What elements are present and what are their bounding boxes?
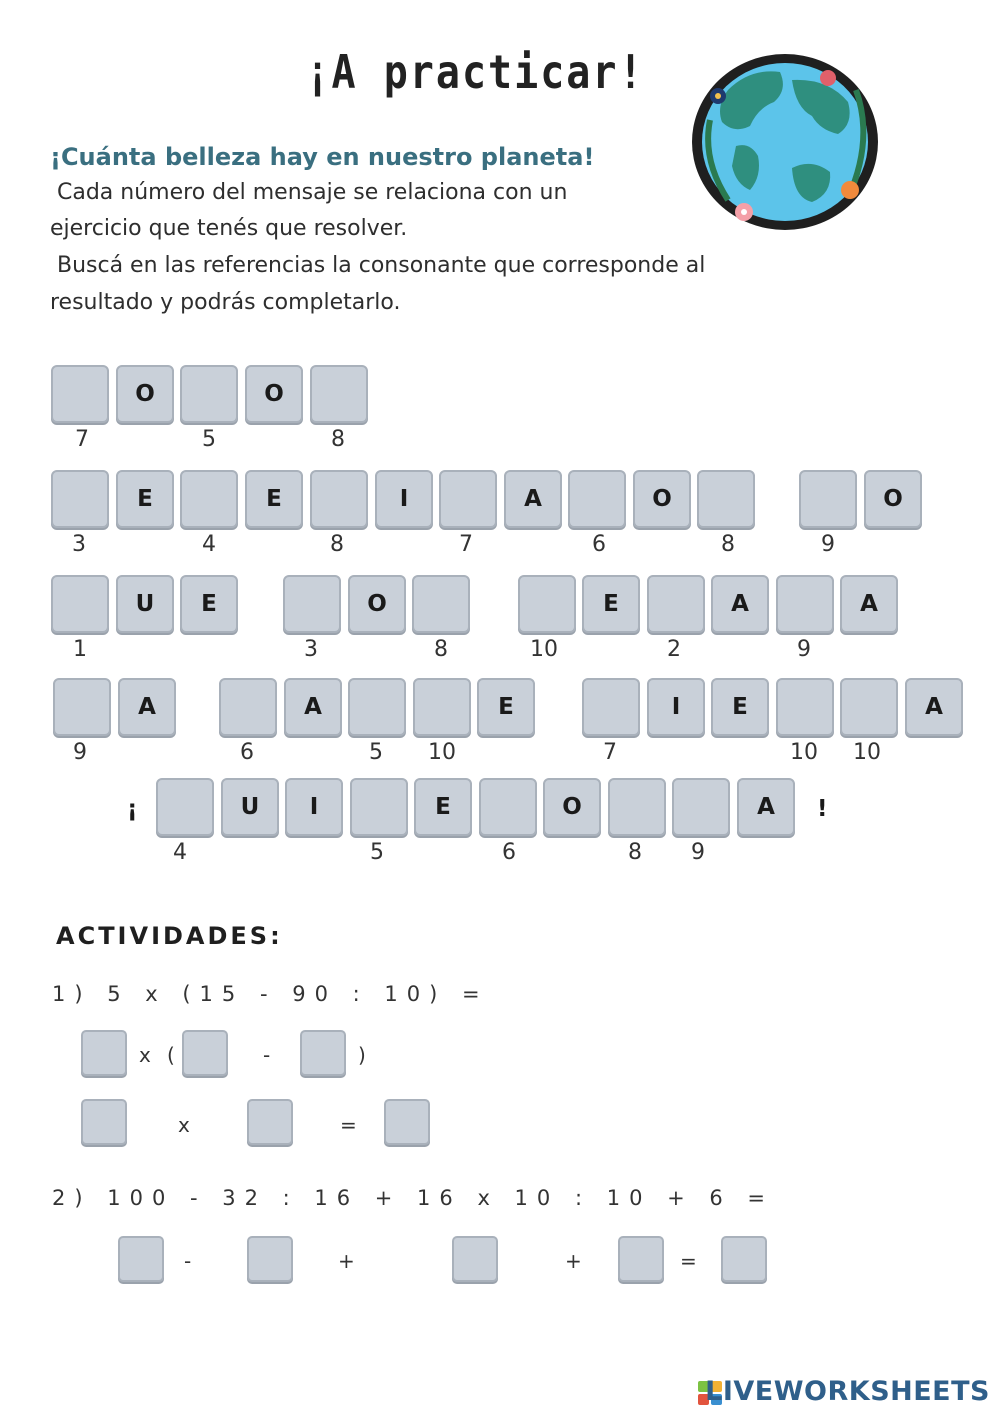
answer-input[interactable]	[118, 1236, 164, 1282]
paren: (	[167, 1043, 175, 1067]
letter-tile: A	[840, 575, 898, 633]
letter-tile[interactable]	[697, 470, 755, 528]
instruction-line-4: resultado y podrás completarlo.	[50, 290, 401, 315]
letter-tile[interactable]	[776, 678, 834, 736]
letter-tile[interactable]	[51, 365, 109, 423]
letter-tile[interactable]	[413, 678, 471, 736]
tile-number: 10	[428, 740, 456, 765]
letter-tile[interactable]	[180, 470, 238, 528]
operator: x	[178, 1113, 190, 1137]
instruction-line-3: Buscá en las referencias la consonante que corresponde al	[50, 253, 706, 278]
letter-tile: A	[284, 678, 342, 736]
letter-tile: E	[477, 678, 535, 736]
letter-tile[interactable]	[672, 778, 730, 836]
letter-tile: E	[582, 575, 640, 633]
paren: )	[358, 1043, 366, 1067]
letter-tile: O	[633, 470, 691, 528]
letter-tile[interactable]	[608, 778, 666, 836]
letter-tile[interactable]	[840, 678, 898, 736]
answer-input[interactable]	[81, 1030, 127, 1076]
letter-tile[interactable]	[568, 470, 626, 528]
answer-input[interactable]	[247, 1099, 293, 1145]
letter-tile: A	[905, 678, 963, 736]
tile-number: 6	[592, 532, 606, 557]
tile-number: 5	[370, 840, 384, 865]
earth-illustration	[688, 50, 882, 234]
instruction-line-1: Cada número del mensaje se relaciona con un	[50, 180, 568, 205]
letter-tile[interactable]	[439, 470, 497, 528]
tile-number: 8	[331, 427, 345, 452]
tile-number: 8	[434, 637, 448, 662]
letter-tile[interactable]	[219, 678, 277, 736]
answer-input[interactable]	[182, 1030, 228, 1076]
tile-number: 8	[628, 840, 642, 865]
tile-number: 3	[304, 637, 318, 662]
letter-tile: E	[180, 575, 238, 633]
tile-number: 3	[72, 532, 86, 557]
letter-tile: E	[414, 778, 472, 836]
answer-input[interactable]	[618, 1236, 664, 1282]
tile-number: 1	[73, 637, 87, 662]
letter-tile[interactable]	[310, 365, 368, 423]
letter-tile[interactable]	[647, 575, 705, 633]
answer-input[interactable]	[247, 1236, 293, 1282]
letter-tile: O	[116, 365, 174, 423]
operator: -	[184, 1249, 192, 1273]
tile-number: 4	[202, 532, 216, 557]
tile-number: 4	[173, 840, 187, 865]
equals-sign: =	[680, 1249, 697, 1273]
letter-tile[interactable]	[350, 778, 408, 836]
letter-tile: A	[504, 470, 562, 528]
operator: -	[263, 1043, 271, 1067]
exercise-1-expression: 1) 5 x (15 - 90 : 10) =	[52, 982, 489, 1006]
letter-tile[interactable]	[582, 678, 640, 736]
answer-input[interactable]	[452, 1236, 498, 1282]
letter-tile[interactable]	[479, 778, 537, 836]
page-title: ¡A practicar!	[305, 46, 645, 100]
letter-tile[interactable]	[180, 365, 238, 423]
tile-number: 8	[721, 532, 735, 557]
tile-number: 7	[459, 532, 473, 557]
tile-number: 10	[853, 740, 881, 765]
letter-tile: O	[543, 778, 601, 836]
letter-tile: O	[348, 575, 406, 633]
letter-tile: A	[711, 575, 769, 633]
letter-tile: A	[118, 678, 176, 736]
tile-number: 7	[603, 740, 617, 765]
opening-exclamation: ¡	[127, 796, 138, 822]
operator: +	[338, 1249, 355, 1273]
tile-number: 9	[73, 740, 87, 765]
letter-tile: I	[647, 678, 705, 736]
letter-tile[interactable]	[518, 575, 576, 633]
letter-tile[interactable]	[310, 470, 368, 528]
tile-number: 9	[691, 840, 705, 865]
tile-number: 8	[330, 532, 344, 557]
operator: +	[565, 1249, 582, 1273]
letter-tile[interactable]	[412, 575, 470, 633]
letter-tile: I	[375, 470, 433, 528]
answer-input[interactable]	[300, 1030, 346, 1076]
tile-number: 5	[369, 740, 383, 765]
instruction-line-2: ejercicio que tenés que resolver.	[50, 216, 408, 241]
letter-tile: U	[221, 778, 279, 836]
letter-tile[interactable]	[799, 470, 857, 528]
letter-tile: A	[737, 778, 795, 836]
letter-tile[interactable]	[51, 470, 109, 528]
operator: x	[139, 1043, 151, 1067]
tile-number: 10	[790, 740, 818, 765]
letter-tile: O	[245, 365, 303, 423]
letter-tile: I	[285, 778, 343, 836]
tile-number: 10	[530, 637, 558, 662]
letter-tile[interactable]	[283, 575, 341, 633]
tile-number: 6	[502, 840, 516, 865]
tile-number: 9	[797, 637, 811, 662]
tile-number: 5	[202, 427, 216, 452]
tile-number: 9	[821, 532, 835, 557]
equals-sign: =	[340, 1113, 357, 1137]
letter-tile[interactable]	[776, 575, 834, 633]
exercise-2-expression: 2) 100 - 32 : 16 + 16 x 10 : 10 + 6 =	[52, 1186, 775, 1210]
subtitle: ¡Cuánta belleza hay en nuestro planeta!	[50, 143, 595, 171]
tile-number: 7	[75, 427, 89, 452]
activities-heading: ACTIVIDADES:	[56, 922, 283, 950]
letter-tile: E	[116, 470, 174, 528]
letter-tile: E	[711, 678, 769, 736]
letter-tile: U	[116, 575, 174, 633]
letter-tile: O	[864, 470, 922, 528]
letter-tile[interactable]	[348, 678, 406, 736]
brand-name: LIVEWORKSHEETS	[705, 1376, 990, 1407]
answer-input[interactable]	[721, 1236, 767, 1282]
answer-input[interactable]	[384, 1099, 430, 1145]
letter-tile[interactable]	[51, 575, 109, 633]
letter-tile[interactable]	[156, 778, 214, 836]
letter-tile[interactable]	[53, 678, 111, 736]
letter-tile: E	[245, 470, 303, 528]
tile-number: 6	[240, 740, 254, 765]
tile-number: 2	[667, 637, 681, 662]
closing-exclamation: !	[817, 796, 828, 822]
answer-input[interactable]	[81, 1099, 127, 1145]
